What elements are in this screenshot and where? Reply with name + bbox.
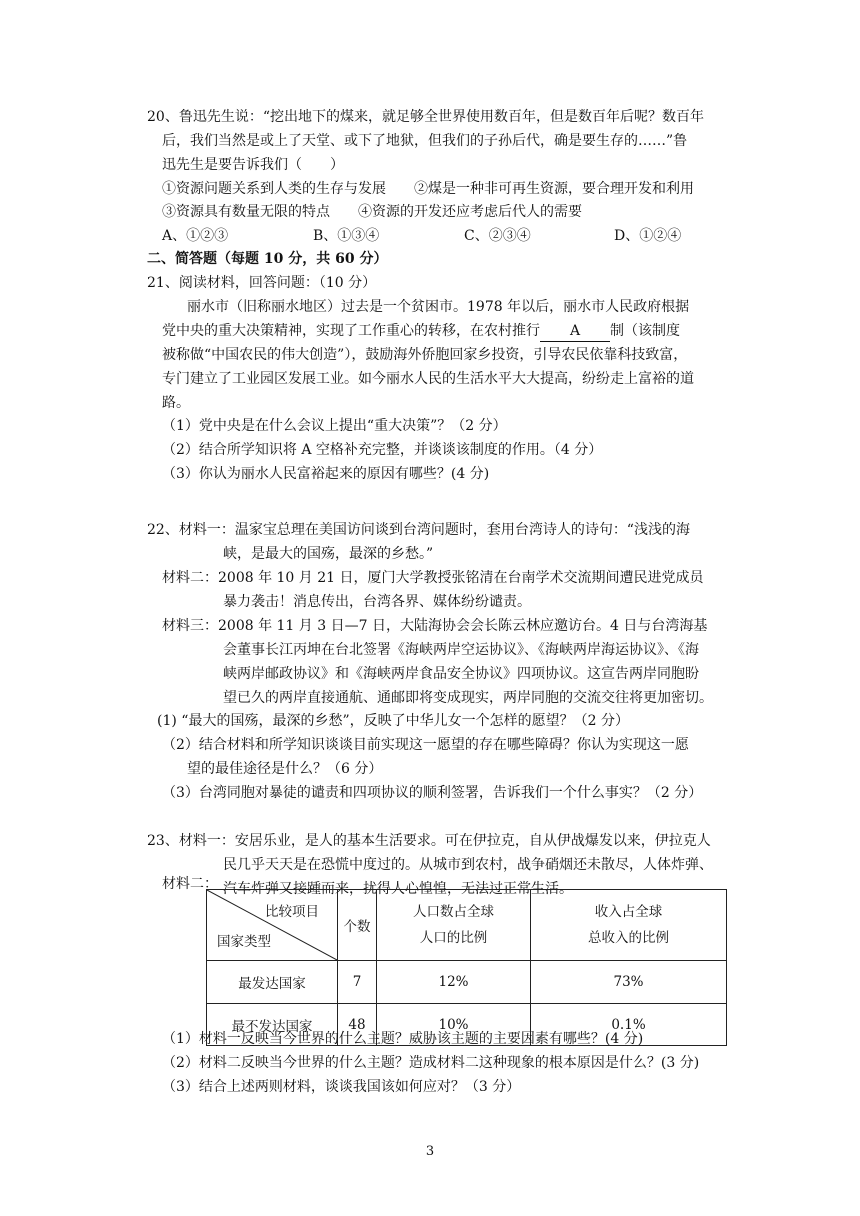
q22-material-3-line-4: 望已久的两岸直接通航、通邮即将变成现实，两岸同胞的交流交往将更加密切。 xyxy=(223,690,713,706)
q23-subq-1: （1）材料一反映当今世界的什么主题？威胁该主题的主要因素有哪些？(4 分) xyxy=(162,1031,644,1047)
q21-para-line-2 xyxy=(162,321,680,342)
q21-para-line-4: 专门建立了工业园区发展工业。如今丽水人民的生活水平大大提高，纷纷走上富裕的道 xyxy=(162,371,694,387)
q23-subq-3: （3）结合上述两则材料，谈谈我国该如何应对？（3 分） xyxy=(162,1079,521,1095)
q20-line-3: 迅先生是要告诉我们（ ） xyxy=(162,157,344,173)
col-header-population-line-1: 人口数占全球 xyxy=(413,904,494,920)
q23-material-1-line-3: 汽车炸弹又接踵而来，扰得人心惶惶，无法过正常生活。 xyxy=(223,881,573,897)
q21-para-tail: 制（该制度 xyxy=(610,323,680,339)
q20-answer-c: C、②③④ xyxy=(464,228,531,244)
q22-material-1-line-2: 峡，是最大的国殇，最深的乡愁。” xyxy=(223,546,434,562)
q20-answer-b: B、①③④ xyxy=(313,228,380,244)
row-country-type: 最不发达国家 xyxy=(207,1004,338,1046)
q23-material-1-line-1: 23、材料一：安居乐业，是人的基本生活要求。可在伊拉克，自从伊战爆发以来，伊拉克人 xyxy=(147,833,711,849)
q22-subq-3: （3）台湾同胞对暴徒的谴责和四项协议的顺利签署，告诉我们一个什么事实？（2 分） xyxy=(162,785,703,801)
q21-para-line-3: 被称做“中国农民的伟大创造”），鼓励海外侨胞回家乡投资，引导农民依靠科技致富， xyxy=(162,347,688,363)
col-header-count: 个数 xyxy=(338,890,377,961)
row-count: 7 xyxy=(338,961,377,1004)
corner-label-bottom: 国家类型 xyxy=(217,934,271,950)
q21-blank-a: A xyxy=(540,321,610,342)
col-header-population-line-2: 人口的比例 xyxy=(419,930,488,946)
q20-line-1: 20、鲁迅先生说：“挖出地下的煤来，就足够全世界使用数百年，但是数百年后呢？数百年 xyxy=(147,109,704,125)
table-header-row xyxy=(207,890,727,961)
q23-subq-2: （2）材料二反映当今世界的什么主题？造成材料二这种现象的根本原因是什么？(3 分) xyxy=(162,1055,700,1071)
q22-material-3-line-1: 材料三：2008 年 11 月 3 日—7 日，大陆海协会会长陈云林应邀访台。4 日与台湾海基 xyxy=(162,618,708,634)
q21-subq-2: （2）结合所学知识将 A 空格补充完整，并谈谈该制度的作用。（4 分） xyxy=(162,442,603,458)
q20-option-row-1: ①资源问题关系到人类的生存与发展 ②煤是一种非可再生资源，要合理开发和利用 xyxy=(162,181,694,197)
page-number: 3 xyxy=(425,1144,435,1159)
col-header-population xyxy=(377,890,531,961)
col-header-income-line-1: 收入占全球 xyxy=(594,904,663,920)
q21-para-line-1: 丽水市（旧称丽水地区）过去是一个贫困市。1978 年以后，丽水市人民政府根据 xyxy=(187,299,690,315)
row-income-share: 0.1% xyxy=(531,1004,727,1046)
comparison-table xyxy=(206,889,727,1046)
q22-material-3-line-2: 会董事长江丙坤在台北签署《海峡两岸空运协议》、《海峡两岸海运协议》、《海 xyxy=(223,642,699,658)
q20-answer-d: D、①②④ xyxy=(614,228,682,244)
q21-subq-3: （3）你认为丽水人民富裕起来的原因有哪些？(4 分) xyxy=(162,466,490,482)
q22-material-2-line-1: 材料二：2008 年 10 月 21 日，厦门大学教授张铭清在台南学术交流期间遭民进党成员 xyxy=(162,570,704,586)
col-header-income-line-2: 总收入的比例 xyxy=(588,930,669,946)
row-count: 48 xyxy=(338,1004,377,1046)
row-income-share: 73% xyxy=(531,961,727,1004)
col-header-income xyxy=(531,890,727,961)
q22-subq-1: (1) “最大的国殇，最深的乡愁”，反映了中华儿女一个怎样的愿望？（2 分） xyxy=(157,713,629,729)
q21-para-text: 党中央的重大决策精神，实现了工作重心的转移，在农村推行 xyxy=(162,323,540,339)
table-row xyxy=(207,961,727,1004)
q22-material-2-line-2: 暴力袭击！消息传出，台湾各界、媒体纷纷谴责。 xyxy=(223,594,531,610)
q20-line-2: 后，我们当然是或上了天堂、或下了地狱，但我们的子孙后代，确是要生存的……”鲁 xyxy=(162,133,688,149)
table-corner-cell xyxy=(207,890,338,961)
q21-subq-1: （1）党中央是在什么会议上提出“重大决策”？（2 分） xyxy=(162,418,507,434)
q22-subq-2-line-2: 望的最佳途径是什么？（6 分） xyxy=(187,761,383,777)
q23-material-1-line-2: 民几乎天天是在恐慌中度过的。从城市到农村，战争硝烟还未散尽，人体炸弹、 xyxy=(223,857,713,873)
q22-material-3-line-3: 峡两岸邮政协议》和《海峡两岸食品安全协议》四项协议。这宣告两岸同胞盼 xyxy=(223,666,699,682)
q21-para-line-5: 路。 xyxy=(162,395,190,411)
row-country-type: 最发达国家 xyxy=(207,961,338,1004)
q20-option-row-2: ③资源具有数量无限的特点 ④资源的开发还应考虑后代人的需要 xyxy=(162,204,582,220)
row-population-share: 10% xyxy=(377,1004,531,1046)
section-title: 二、简答题（每题 10 分，共 60 分） xyxy=(147,251,388,267)
q22-material-1-line-1: 22、材料一：温家宝总理在美国访问谈到台湾问题时，套用台湾诗人的诗句：“浅浅的海 xyxy=(147,522,690,538)
q20-answer-a: A、①②③ xyxy=(162,228,229,244)
corner-label-top: 比较项目 xyxy=(265,904,319,920)
q23-material-2-label: 材料二： xyxy=(162,876,218,892)
q21-heading: 21、阅读材料，回答问题：（10 分） xyxy=(147,275,377,291)
row-population-share: 12% xyxy=(377,961,531,1004)
q22-subq-2-line-1: （2）结合材料和所学知识谈谈目前实现这一愿望的存在哪些障碍？你认为实现这一愿 xyxy=(162,737,689,753)
